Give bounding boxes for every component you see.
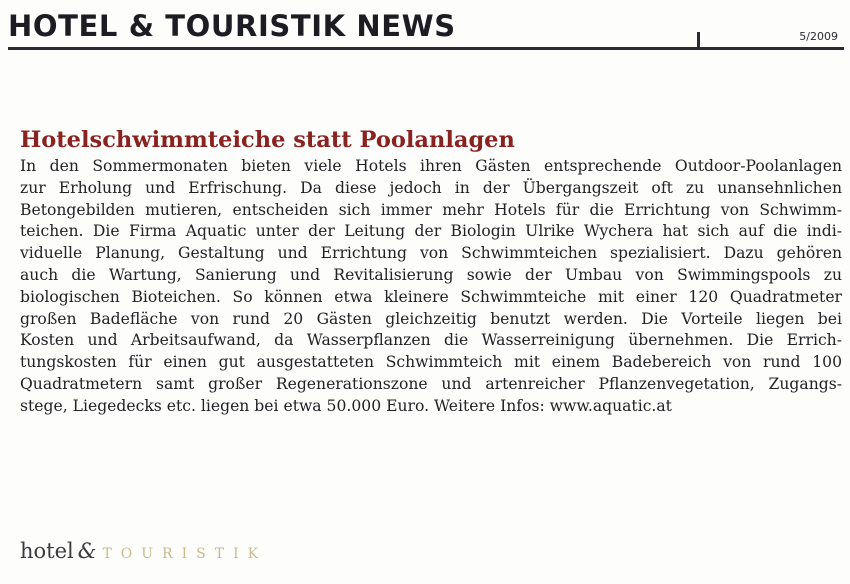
- article-line: biologischen Bioteichen. So können etwa kleinere Schwimmteiche mit einer 120 Quadratmeter: [20, 287, 842, 306]
- article-line: großen Badefläche von rund 20 Gästen gleichzeitig benutzt werden. Die Vorteile liegen bei: [20, 309, 842, 328]
- article-line: In den Sommermonaten bieten viele Hotels ihren Gästen entsprechende Outdoor-Poolanlagen: [20, 157, 842, 175]
- article-line: tungskosten für einen gut ausgestatteten Schwimmteich mit einem Badebereich von rund 100: [20, 353, 842, 372]
- article-line: Kosten und Arbeitsaufwand, da Wasserpflanzen die Wasserreinigung übernehmen. Die Errich-: [20, 331, 842, 350]
- article-line: auch die Wartung, Sanierung und Revitalisierung sowie der Umbau von Swimmingspools zu: [20, 265, 842, 284]
- logo-ampersand: &: [77, 539, 97, 563]
- article-title: Hotelschwimmteiche statt Poolanlagen: [20, 127, 515, 153]
- logo-word-hotel: hotel: [20, 539, 74, 563]
- article-line: zur Erholung und Erfrischung. Da diese jedoch in der Übergangszeit oft zu unansehnlichen: [20, 178, 842, 197]
- article-line: Betongebilden mutieren, entscheiden sich immer mehr Hotels für die Errichtung von Schwimm-: [20, 200, 842, 219]
- publication-title: HOTEL & TOURISTIK NEWS: [8, 9, 456, 43]
- header-rule: [8, 47, 844, 50]
- article-line: stege, Liegedecks etc. liegen bei etwa 50.000 Euro. Weitere Infos: www.aquatic.at: [20, 396, 672, 415]
- page-header: [8, 8, 844, 56]
- article-line: Quadratmetern samt großer Regenerationszone und artenreicher Pflanzenvegetation, Zugangs-: [20, 374, 842, 393]
- article: [20, 125, 842, 418]
- logo-word-touristik: TOURISTIK: [102, 546, 268, 562]
- issue-number: 5/2009: [799, 30, 838, 43]
- article-body: [20, 156, 842, 418]
- article-line: teichen. Die Firma Aquatic unter der Leitung der Biologin Ulrike Wychera hat sich auf die indi-: [20, 222, 842, 241]
- footer-logo: [20, 536, 267, 569]
- article-line: viduelle Planung, Gestaltung und Errichtung von Schwimmteichen spezialisiert. Dazu gehören: [20, 244, 842, 263]
